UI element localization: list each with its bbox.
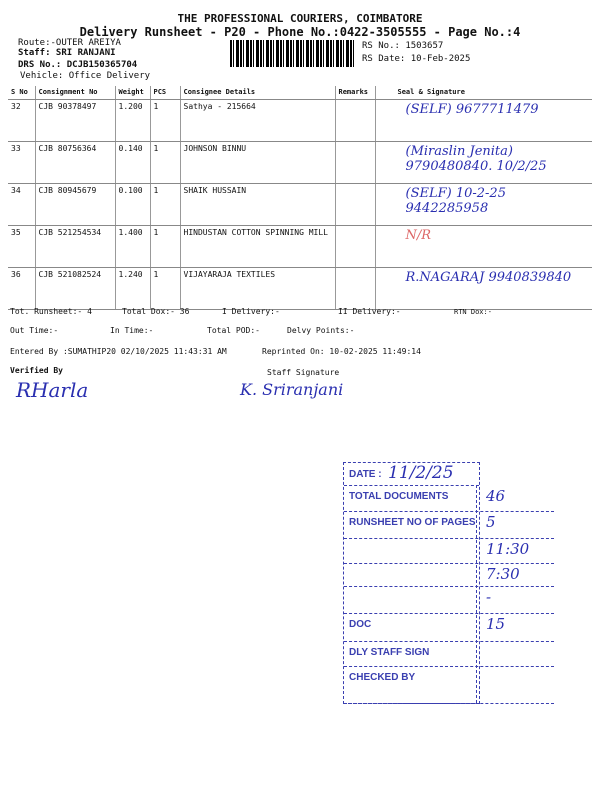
- route: Route:-OUTER AREIYA: [18, 38, 121, 48]
- runsheet-table: [8, 86, 592, 310]
- col-signature: Seal & Signature: [375, 86, 592, 100]
- weight-cell: 0.100: [115, 184, 150, 226]
- col-weight: Weight: [115, 86, 150, 100]
- drs-no: DRS No.: DCJB150365704: [18, 60, 138, 70]
- stamp-row-label: DOC: [349, 619, 372, 630]
- rtn-dox: RTN Dox:-: [454, 308, 492, 316]
- company-title: THE PROFESSIONAL COURIERS, COIMBATORE: [177, 12, 423, 25]
- stamp-row-value: 15: [486, 615, 506, 633]
- col-consignment: Consignment No: [35, 86, 115, 100]
- stamp-row-value: 5: [486, 513, 496, 531]
- staff-signature-label: Staff Signature: [267, 368, 340, 377]
- pcs-cell: 1: [150, 184, 180, 226]
- consignment-cell: CJB 521254534: [35, 226, 115, 268]
- table-row: [8, 268, 592, 310]
- stamp-row: [344, 666, 554, 704]
- signature-cell: (SELF) 9677711479: [375, 100, 592, 142]
- sno-cell: 33: [8, 142, 35, 184]
- stamp-date-value: 11/2/25: [388, 463, 454, 483]
- stamp-date-label: DATE :: [349, 469, 382, 480]
- tot-runsheet: Tot. Runsheet:- 4: [10, 307, 92, 316]
- stamp-row: [344, 613, 554, 642]
- delvy-points: Delvy Points:-: [287, 326, 355, 335]
- stamp-row-value: 7:30: [486, 565, 520, 583]
- total-dox: Total Dox:- 36: [122, 307, 190, 316]
- verified-signature: RHarla: [16, 378, 89, 402]
- remarks-cell: [335, 226, 375, 268]
- sno-cell: 34: [8, 184, 35, 226]
- sno-cell: 36: [8, 268, 35, 310]
- pcs-cell: 1: [150, 100, 180, 142]
- col-remarks: Remarks: [335, 86, 375, 100]
- consignment-cell: CJB 521082524: [35, 268, 115, 310]
- sno-cell: 35: [8, 226, 35, 268]
- stamp-row-label: TOTAL DOCUMENTS: [349, 491, 449, 502]
- stamp-row: [344, 485, 554, 512]
- table-row: [8, 100, 592, 142]
- consignment-cell: CJB 80945679: [35, 184, 115, 226]
- runsheet-subtitle: Delivery Runsheet - P20 - Phone No.:0422-3505555 - Page No.:4: [79, 25, 521, 39]
- stamp-row: [344, 586, 554, 614]
- remarks-cell: [335, 268, 375, 310]
- consignment-cell: CJB 80756364: [35, 142, 115, 184]
- signature-cell: (Miraslin Jenita) 9790480840. 10/2/25: [375, 142, 592, 184]
- total-pod: Total POD:-: [207, 326, 260, 335]
- table-header: [8, 86, 592, 100]
- consignee-cell: JOHNSON BINNU: [180, 142, 335, 184]
- stamp-row-value: -: [486, 588, 492, 606]
- rs-date: RS Date: 10-Feb-2025: [362, 54, 471, 64]
- remarks-cell: [335, 184, 375, 226]
- consignee-cell: SHAIK HUSSAIN: [180, 184, 335, 226]
- col-sno: S No: [8, 86, 35, 100]
- stamp-date-row: [344, 463, 479, 486]
- consignee-cell: HINDUSTAN COTTON SPINNING MILL: [180, 226, 335, 268]
- barcode: [230, 40, 355, 67]
- table-row: [8, 226, 592, 268]
- remarks-cell: [335, 100, 375, 142]
- stamp-row: [344, 563, 554, 587]
- i-delivery: I Delivery:-: [222, 307, 280, 316]
- remarks-cell: [335, 142, 375, 184]
- staff-signature: K. Sriranjani: [240, 380, 344, 399]
- ii-delivery: II Delivery:-: [338, 307, 401, 316]
- weight-cell: 1.200: [115, 100, 150, 142]
- vehicle: Vehicle: Office Delivery: [20, 71, 151, 81]
- weight-cell: 0.140: [115, 142, 150, 184]
- table-row: [8, 184, 592, 226]
- stamp-row-label: DLY STAFF SIGN: [349, 647, 430, 658]
- reprinted-on: Reprinted On: 10-02-2025 11:49:14: [262, 347, 421, 356]
- sno-cell: 32: [8, 100, 35, 142]
- stamp-row-label: CHECKED BY: [349, 672, 416, 683]
- stamp-row: [344, 538, 554, 564]
- staff: Staff: SRI RANJANI: [18, 48, 116, 58]
- stamp-row: [344, 641, 554, 667]
- receipt-stamp: [343, 462, 530, 704]
- stamp-row-value: 46: [486, 487, 506, 505]
- out-time: Out Time:-: [10, 326, 59, 335]
- weight-cell: 1.240: [115, 268, 150, 310]
- signature-cell: R.NAGARAJ 9940839840: [375, 268, 592, 310]
- pcs-cell: 1: [150, 142, 180, 184]
- consignment-cell: CJB 90378497: [35, 100, 115, 142]
- consignee-cell: Sathya - 215664: [180, 100, 335, 142]
- rs-no: RS No.: 1503657: [362, 41, 444, 51]
- stamp-row: [344, 511, 554, 539]
- table-row: [8, 142, 592, 184]
- consignee-cell: VIJAYARAJA TEXTILES: [180, 268, 335, 310]
- col-pcs: PCS: [150, 86, 180, 100]
- in-time: In Time:-: [110, 326, 154, 335]
- stamp-row-label: RUNSHEET NO OF PAGES: [349, 517, 476, 528]
- stamp-row-value: 11:30: [486, 540, 530, 558]
- pcs-cell: 1: [150, 268, 180, 310]
- signature-cell: (SELF) 10-2-25 9442285958: [375, 184, 592, 226]
- pcs-cell: 1: [150, 226, 180, 268]
- verified-by-label: Verified By: [10, 366, 63, 375]
- entered-by: Entered By :SUMATHIP20 02/10/2025 11:43:31 AM: [10, 347, 227, 356]
- col-consignee: Consignee Details: [180, 86, 335, 100]
- signature-cell: N/R: [375, 226, 592, 268]
- weight-cell: 1.400: [115, 226, 150, 268]
